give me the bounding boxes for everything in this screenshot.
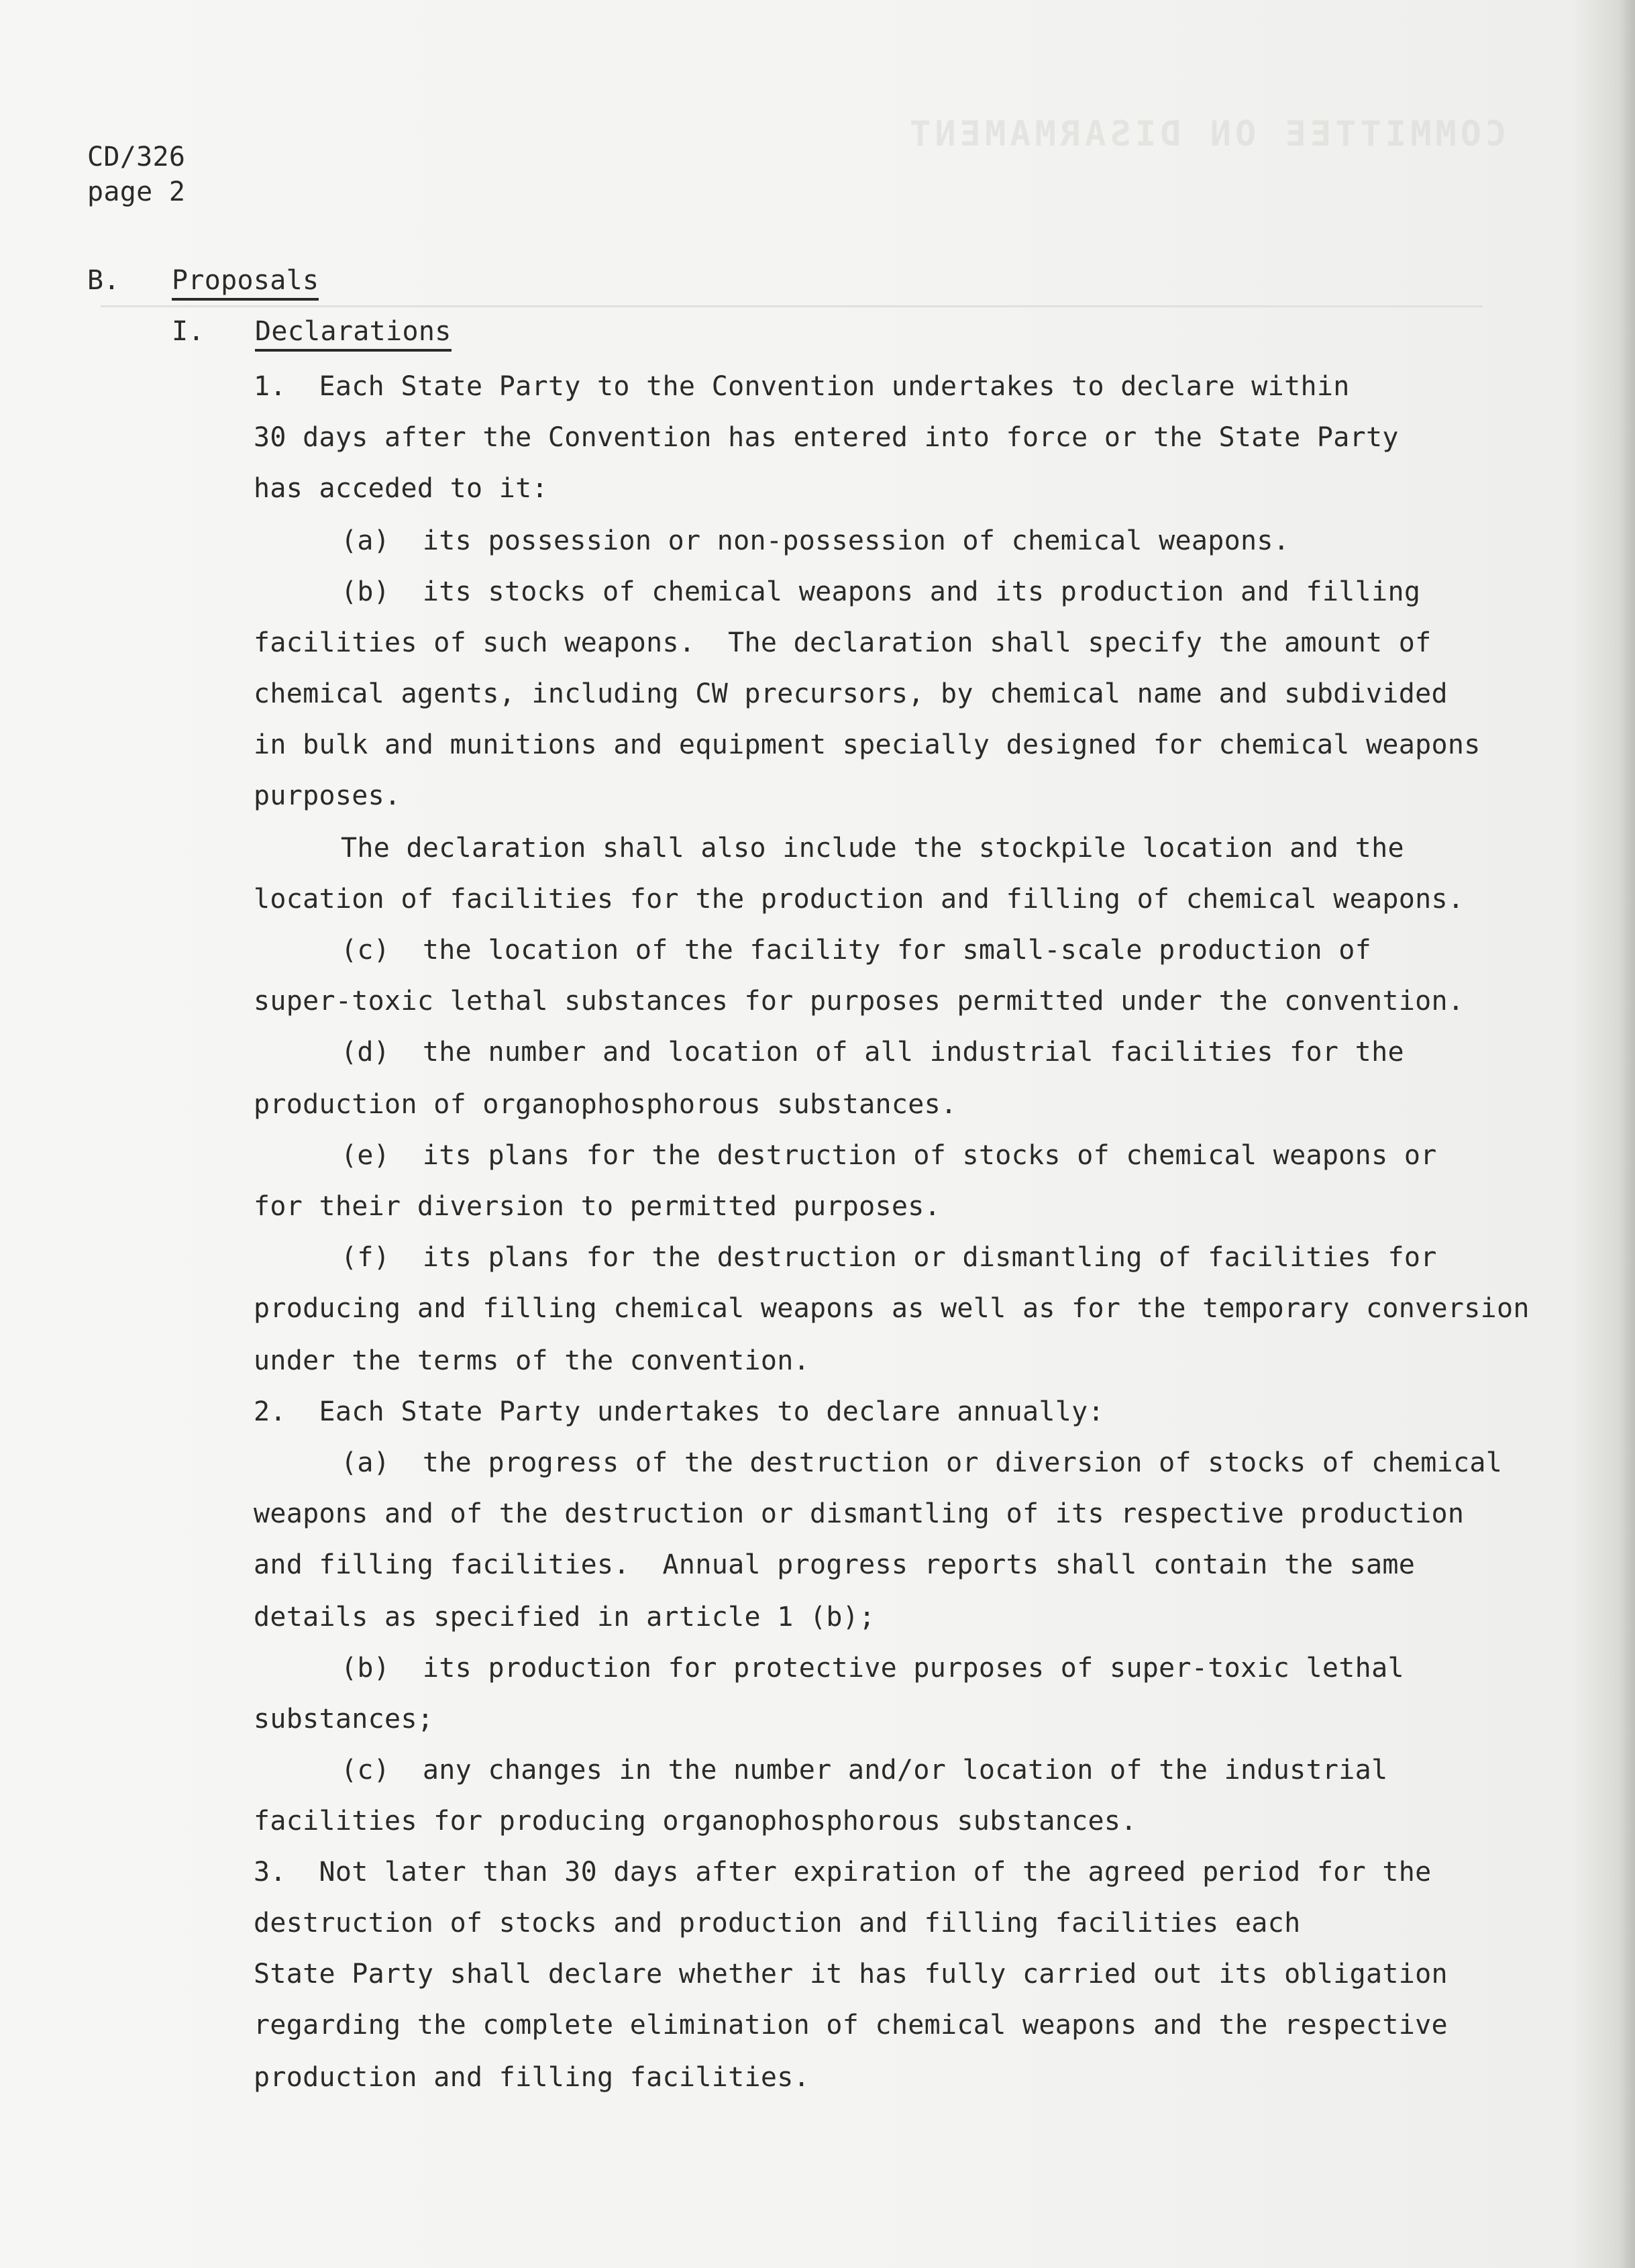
paragraph-3-line: production and filling facilities. [254, 2062, 810, 2093]
item-1f-line: producing and filling chemical weapons as well as for the temporary conversion [254, 1293, 1530, 1324]
paragraph-1-line: 30 days after the Convention has entered into force or the State Party [254, 422, 1399, 453]
subsection-title: Declarations [255, 315, 452, 352]
show-through-heading: COMMITTEE ON DISARMAMENT [906, 114, 1507, 154]
item-1c-line: (c) the location of the facility for small-scale production of [341, 935, 1372, 966]
page-number: page 2 [87, 176, 186, 207]
item-1b-line: in bulk and munitions and equipment specially designed for chemical weapons [254, 729, 1481, 760]
item-1b-line: chemical agents, including CW precursors, by chemical name and subdivided [254, 678, 1448, 709]
item-2c-line: (c) any changes in the number and/or location of the industrial [341, 1755, 1388, 1786]
section-title: Proposals [172, 264, 319, 301]
item-1f-line: (f) its plans for the destruction or dismantling of facilities for [341, 1242, 1437, 1273]
item-1e-line: (e) its plans for the destruction of stocks of chemical weapons or [341, 1140, 1437, 1171]
paragraph-3-line: regarding the complete elimination of chemical weapons and the respective [254, 2010, 1448, 2041]
item-1b-line: purposes. [254, 780, 401, 811]
paragraph-2-line: 2. Each State Party undertakes to declare annually: [254, 1396, 1104, 1427]
item-2a-line: weapons and of the destruction or dismantling of its respective production [254, 1498, 1465, 1529]
item-2b-line: (b) its production for protective purposes of super-toxic lethal [341, 1653, 1404, 1684]
item-1e-line: for their diversion to permitted purposes. [254, 1191, 941, 1222]
item-1d-line: production of organophosphorous substances. [254, 1089, 957, 1120]
paragraph-1-line: 1. Each State Party to the Convention undertakes to declare within [254, 371, 1350, 402]
item-2c-line: facilities for producing organophosphorous substances. [254, 1806, 1137, 1837]
item-1b-line: facilities of such weapons. The declaration shall specify the amount of [254, 627, 1432, 658]
subsection-number: I. [172, 316, 205, 347]
section-letter: B. [87, 265, 120, 296]
paragraph-3-line: destruction of stocks and production and filling facilities each [254, 1908, 1301, 1939]
item-2a-line: (a) the progress of the destruction or diversion of stocks of chemical [341, 1447, 1503, 1478]
item-1f-line: under the terms of the convention. [254, 1345, 810, 1376]
item-1d-line: (d) the number and location of all industrial facilities for the [341, 1037, 1404, 1068]
item-2b-line: substances; [254, 1704, 434, 1735]
document-symbol: CD/326 [87, 142, 186, 172]
item-1b-line: (b) its stocks of chemical weapons and its production and filling [341, 576, 1421, 607]
paragraph-3-line: 3. Not later than 30 days after expiration of the agreed period for the [254, 1857, 1432, 1888]
item-1b-line: The declaration shall also include the stockpile location and the [341, 833, 1404, 864]
item-1c-line: super-toxic lethal substances for purposes permitted under the convention. [254, 986, 1465, 1017]
paragraph-1-line: has acceded to it: [254, 473, 548, 504]
paragraph-3-line: State Party shall declare whether it has fully carried out its obligation [254, 1959, 1448, 1990]
item-2a-line: and filling facilities. Annual progress reports shall contain the same [254, 1549, 1416, 1580]
item-2a-line: details as specified in article 1 (b); [254, 1602, 876, 1633]
item-1b-line: location of facilities for the production and filling of chemical weapons. [254, 884, 1465, 915]
show-through-rule [101, 305, 1483, 307]
item-1a-line: (a) its possession or non-possession of chemical weapons. [341, 525, 1290, 556]
